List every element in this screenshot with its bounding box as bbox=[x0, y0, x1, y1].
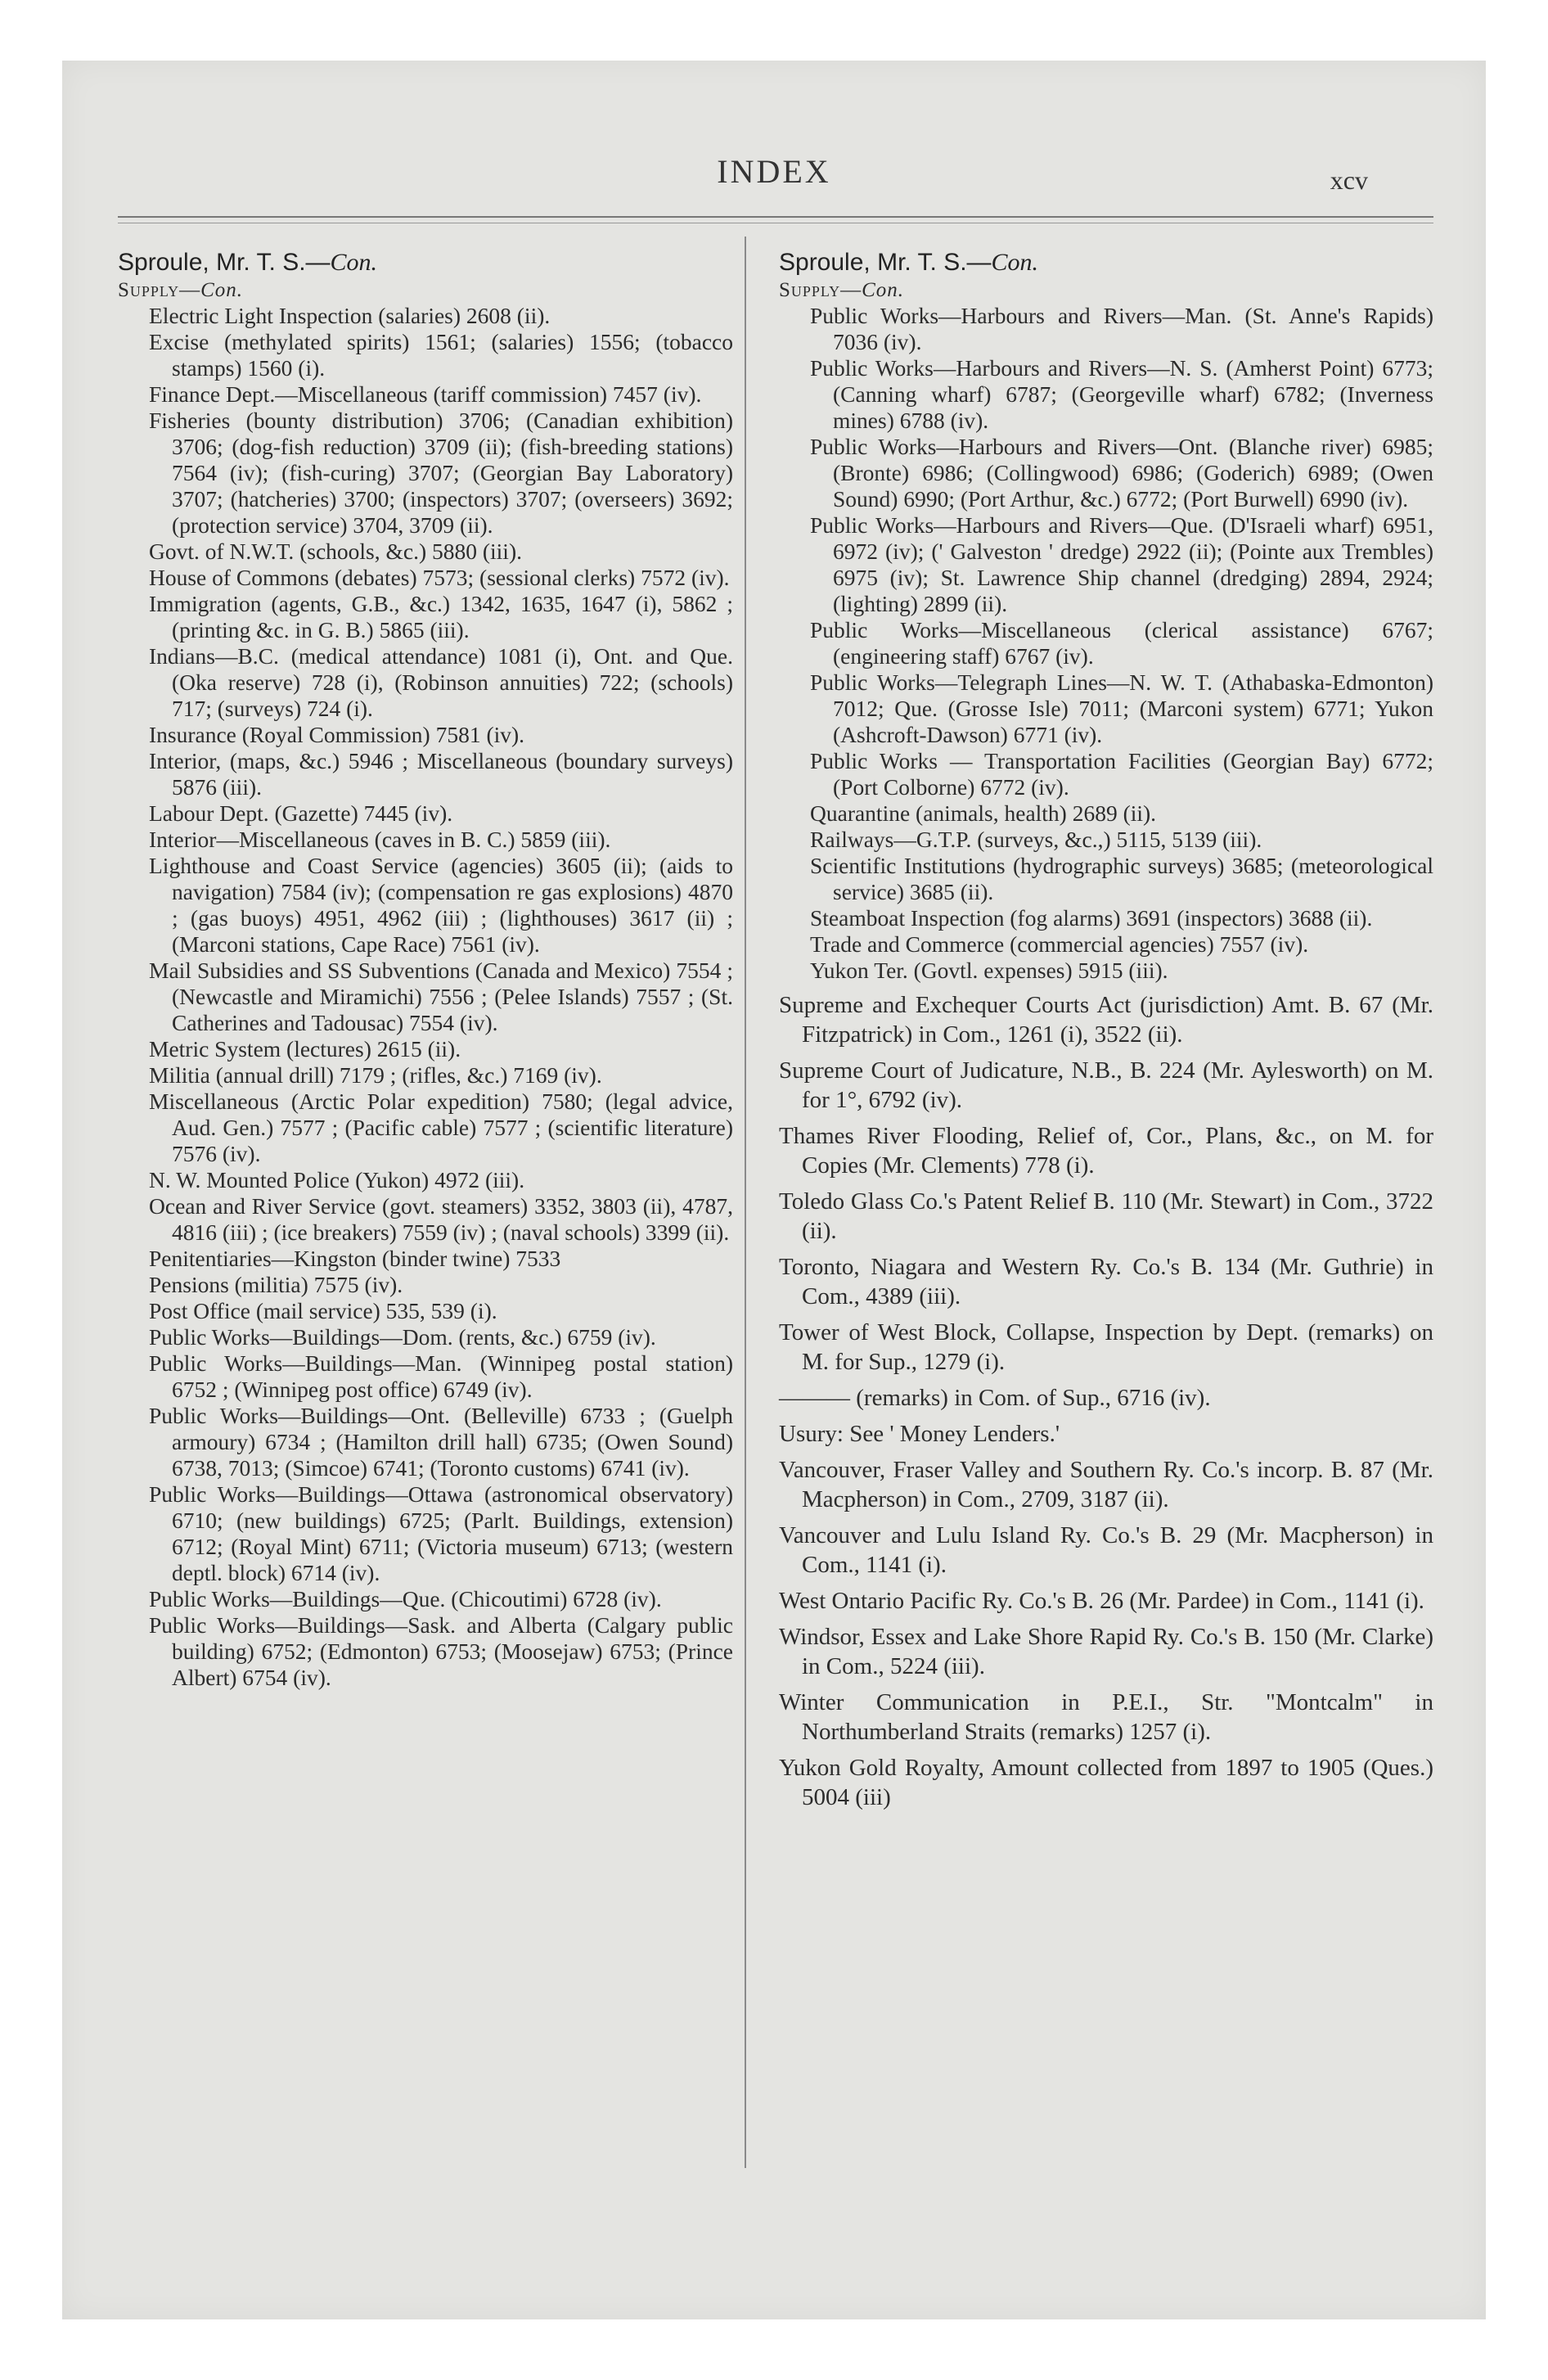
index-subentry: Interior, (maps, &c.) 5946 ; Miscellaneous (boundary surveys) 5876 (iii). bbox=[149, 748, 733, 800]
index-subentry: Public Works—Harbours and Rivers—Man. (St. Anne's Rapids) 7036 (iv). bbox=[810, 303, 1433, 354]
index-entry: Toledo Glass Co.'s Patent Relief B. 110 (Mr. Stewart) in Com., 3722 (ii). bbox=[779, 1188, 1433, 1244]
index-entry: Yukon Gold Royalty, Amount collected from 1897 to 1905 (Ques.) 5004 (iii) bbox=[779, 1755, 1433, 1810]
right-heading-con: Con. bbox=[991, 249, 1039, 276]
index-subentry: Public Works—Miscellaneous (clerical assistance) 6767; (engineering staff) 6767 (iv). bbox=[810, 617, 1433, 669]
right-subheading bbox=[779, 278, 1433, 303]
index-entry: Supreme Court of Judicature, N.B., B. 224 (Mr. Aylesworth) on M. for 1°, 6792 (iv). bbox=[779, 1057, 1433, 1113]
index-subentry: Lighthouse and Coast Service (agencies) 3605 (ii); (aids to navigation) 7584 (iv); (compensation re gas explosions) 4870 ; (gas buoys) 4951, 4962 (iii) ; (lighthouses) 3617 (ii) ; (Marconi stations, Cape Race) 7561 (iv). bbox=[149, 853, 733, 957]
index-subentry: Penitentiaries—Kingston (binder twine) 7533 bbox=[149, 1246, 561, 1271]
left-heading bbox=[118, 249, 733, 277]
index-subentry: Public Works—Telegraph Lines—N. W. T. (Athabaska-Edmonton) 7012; Que. (Grosse Isle) 7011; (Marconi system) 6771; Yukon (Ashcroft-Dawson) 6771 (iv). bbox=[810, 669, 1433, 747]
page-title: INDEX bbox=[717, 153, 831, 190]
index-subentry: Interior—Miscellaneous (caves in B. C.) 5859 (iii). bbox=[149, 827, 611, 852]
left-heading-name: Sproule, Mr. T. S.— bbox=[118, 249, 331, 276]
index-subentry: Yukon Ter. (Govtl. expenses) 5915 (iii). bbox=[810, 958, 1168, 983]
index-subentry: Govt. of N.W.T. (schools, &c.) 5880 (iii). bbox=[149, 539, 522, 564]
right-column bbox=[779, 249, 1433, 1815]
page-number: xcv bbox=[1330, 165, 1368, 195]
index-subentry: Labour Dept. (Gazette) 7445 (iv). bbox=[149, 800, 453, 826]
right-entry-list bbox=[779, 990, 1433, 1812]
left-subheading-label: Supply— bbox=[118, 279, 201, 301]
index-subentry: Finance Dept.—Miscellaneous (tariff commission) 7457 (iv). bbox=[149, 381, 702, 407]
index-subentry: Public Works—Harbours and Rivers—Ont. (Blanche river) 6985; (Bronte) 6986; (Collingwood) 6986; (Goderich) 6989; (Owen Sound) 6990; (Port Arthur, &c.) 6772; (Port Burwell) 6990 (iv). bbox=[810, 434, 1433, 512]
index-entry: Vancouver and Lulu Island Ry. Co.'s B. 29 (Mr. Macpherson) in Com., 1141 (i). bbox=[779, 1522, 1433, 1578]
left-heading-con: Con. bbox=[330, 249, 378, 276]
index-subentry: Insurance (Royal Commission) 7581 (iv). bbox=[149, 722, 525, 747]
index-entry: Vancouver, Fraser Valley and Southern Ry. Co.'s incorp. B. 87 (Mr. Macpherson) in Com., 2709, 3187 (ii). bbox=[779, 1457, 1433, 1512]
right-heading-name: Sproule, Mr. T. S.— bbox=[779, 249, 992, 276]
index-subentry: N. W. Mounted Police (Yukon) 4972 (iii). bbox=[149, 1167, 525, 1192]
index-subentry: Railways—G.T.P. (surveys, &c.,) 5115, 5139 (iii). bbox=[810, 827, 1262, 852]
index-subentry: Pensions (militia) 7575 (iv). bbox=[149, 1272, 403, 1297]
index-entry: Toronto, Niagara and Western Ry. Co.'s B. 134 (Mr. Guthrie) in Com., 4389 (iii). bbox=[779, 1254, 1433, 1309]
index-subentry: Public Works—Buildings—Dom. (rents, &c.) 6759 (iv). bbox=[149, 1324, 656, 1350]
index-subentry: Miscellaneous (Arctic Polar expedition) 7580; (legal advice, Aud. Gen.) 7577 ; (Pacific cable) 7577 ; (scientific literature) 7576 (iv). bbox=[149, 1089, 733, 1166]
left-column bbox=[118, 249, 733, 1691]
index-subentry: Trade and Commerce (commercial agencies) 7557 (iv). bbox=[810, 931, 1309, 957]
index-subentry: Steamboat Inspection (fog alarms) 3691 (inspectors) 3688 (ii). bbox=[810, 905, 1373, 931]
index-subentry: Public Works—Harbours and Rivers—Que. (D'Israeli wharf) 6951, 6972 (iv); (' Galveston ' dredge) 2922 (ii); (Pointe aux Trembles) 6975 (iv); St. Lawrence Ship channel (dredging) 2894, 2924; (lighting) 2899 (ii). bbox=[810, 512, 1433, 616]
index-subentry: Public Works—Buildings—Man. (Winnipeg postal station) 6752 ; (Winnipeg post office) 6749 (iv). bbox=[149, 1350, 733, 1402]
index-subentry: Militia (annual drill) 7179 ; (rifles, &c.) 7169 (iv). bbox=[149, 1062, 602, 1088]
index-entry: West Ontario Pacific Ry. Co.'s B. 26 (Mr. Pardee) in Com., 1141 (i). bbox=[779, 1588, 1424, 1614]
index-subentry: Scientific Institutions (hydrographic surveys) 3685; (meteorological service) 3685 (ii). bbox=[810, 853, 1433, 904]
right-item-list bbox=[779, 303, 1433, 984]
right-subheading-con: Con. bbox=[862, 279, 905, 301]
index-entry: Winter Communication in P.E.I., Str. "Montcalm" in Northumberland Straits (remarks) 1257 (i). bbox=[779, 1689, 1433, 1745]
header-rule-right bbox=[779, 216, 1433, 218]
index-subentry: Public Works — Transportation Facilities (Georgian Bay) 6772; (Port Colborne) 6772 (iv). bbox=[810, 748, 1433, 800]
index-subentry: Ocean and River Service (govt. steamers) 3352, 3803 (ii), 4787, 4816 (iii) ; (ice breakers) 7559 (iv) ; (naval schools) 3399 (ii). bbox=[149, 1193, 733, 1245]
index-entry: Supreme and Exchequer Courts Act (jurisdiction) Amt. B. 67 (Mr. Fitzpatrick) in Com., 1261 (i), 3522 (ii). bbox=[779, 992, 1433, 1048]
index-subentry: House of Commons (debates) 7573; (sessional clerks) 7572 (iv). bbox=[149, 565, 730, 590]
index-entry: Thames River Flooding, Relief of, Cor., Plans, &c., on M. for Copies (Mr. Clements) 778 (i). bbox=[779, 1123, 1433, 1179]
left-subheading bbox=[118, 278, 733, 303]
left-subheading-con: Con. bbox=[200, 279, 244, 301]
index-subentry: Indians—B.C. (medical attendance) 1081 (i), Ont. and Que. (Oka reserve) 728 (i), (Robinson annuities) 722; (schools) 717; (surveys) 724 (i). bbox=[149, 643, 733, 721]
column-divider bbox=[745, 237, 746, 2168]
index-page bbox=[62, 61, 1486, 2319]
index-subentry: Metric System (lectures) 2615 (ii). bbox=[149, 1036, 461, 1062]
index-entry: Usury: See ' Money Lenders.' bbox=[779, 1421, 1060, 1447]
index-subentry: Post Office (mail service) 535, 539 (i). bbox=[149, 1298, 497, 1323]
index-entry: ——— (remarks) in Com. of Sup., 6716 (iv). bbox=[779, 1385, 1211, 1411]
index-subentry: Public Works—Buildings—Ont. (Belleville) 6733 ; (Guelph armoury) 6734 ; (Hamilton drill hall) 6735; (Owen Sound) 6738, 7013; (Simcoe) 6741; (Toronto customs) 6741 (iv). bbox=[149, 1403, 733, 1481]
index-entry: Windsor, Essex and Lake Shore Rapid Ry. Co.'s B. 150 (Mr. Clarke) in Com., 5224 (iii). bbox=[779, 1624, 1433, 1679]
left-item-list bbox=[118, 303, 733, 1691]
index-entry: Tower of West Block, Collapse, Inspection by Dept. (remarks) on M. for Sup., 1279 (i). bbox=[779, 1319, 1433, 1375]
index-subentry: Quarantine (animals, health) 2689 (ii). bbox=[810, 800, 1157, 826]
header-rule-left bbox=[118, 216, 789, 218]
index-subentry: Public Works—Buildings—Sask. and Alberta (Calgary public building) 6752; (Edmonton) 6753; (Moosejaw) 6753; (Prince Albert) 6754 (iv). bbox=[149, 1612, 733, 1690]
index-subentry: Public Works—Harbours and Rivers—N. S. (Amherst Point) 6773; (Canning wharf) 6787; (Georgeville wharf) 6782; (Inverness mines) 6788 (iv). bbox=[810, 355, 1433, 433]
index-subentry: Mail Subsidies and SS Subventions (Canada and Mexico) 7554 ; (Newcastle and Miramichi) 7556 ; (Pelee Islands) 7557 ; (St. Catherines and Tadousac) 7554 (iv). bbox=[149, 958, 733, 1035]
index-subentry: Electric Light Inspection (salaries) 2608 (ii). bbox=[149, 303, 551, 328]
index-subentry: Fisheries (bounty distribution) 3706; (Canadian exhibition) 3706; (dog-fish reduction) 3709 (ii); (fish-breeding stations) 7564 (iv); (fish-curing) 3707; (Georgian Bay Laboratory) 3707; (hatcheries) 3700; (inspectors) 3707; (overseers) 3692; (protection service) 3704, 3709 (ii). bbox=[149, 408, 733, 538]
index-subentry: Public Works—Buildings—Que. (Chicoutimi) 6728 (iv). bbox=[149, 1586, 662, 1611]
index-subentry: Public Works—Buildings—Ottawa (astronomical observatory) 6710; (new buildings) 6725; (Parlt. Buildings, extension) 6712; (Royal Mint) 6711; (Victoria museum) 6713; (western deptl. block) 6714 (iv). bbox=[149, 1481, 733, 1585]
index-subentry: Immigration (agents, G.B., &c.) 1342, 1635, 1647 (i), 5862 ; (printing &c. in G. B.) 5865 (iii). bbox=[149, 591, 733, 642]
index-subentry: Excise (methylated spirits) 1561; (salaries) 1556; (tobacco stamps) 1560 (i). bbox=[149, 329, 733, 381]
right-subheading-label: Supply— bbox=[779, 279, 862, 301]
right-heading bbox=[779, 249, 1433, 277]
